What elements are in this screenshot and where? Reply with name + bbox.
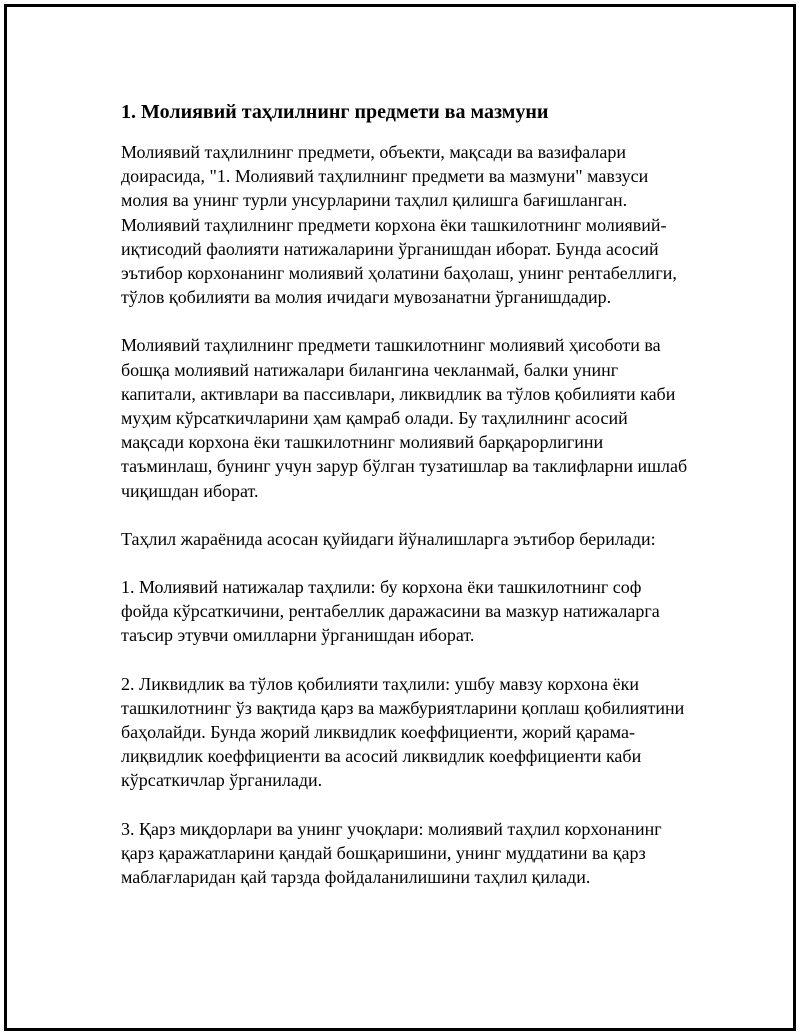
paragraph-directions-intro: Таҳлил жараёнида асосан қуйидаги йўналишларга эътибор берилади: (121, 528, 656, 549)
section-heading: 1. Молиявий таҳлилнинг предмети ва мазмуни (121, 101, 549, 123)
list-item-debt: 3. Қарз миқдорлари ва унинг учоқлари: молиявий таҳлил корхонанинг қарз қаражатларини қандай бошқаришини, унинг муддатини ва қарз маблағларидан қай тарзда фойдаланилишини таҳлил қилади. (121, 818, 662, 888)
list-item-financial-results: 1. Молиявий натижалар таҳлили: бу корхона ёки ташкилотнинг соф фойда кўрсаткичини, рентабеллик даражасини ва мазкур натижаларга таъсир этувчи омилларни ўрганишдан иборат. (121, 577, 660, 646)
paragraph-intro: Молиявий таҳлилнинг предмети, объекти, мақсади ва вазифалари доирасида, "1. Молиявий таҳлилнинг предмети ва мазмуни" мавзуси молия ва унинг турли унсурларини таҳлил қилишга бағишланган. Молиявий таҳлилнинг предмети корхона ёки ташкилотнинг молиявий-иқтисодий фаолияти натижаларини ўрганишдан иборат. Бунда асосий эътибор корхонанинг молиявий ҳолатини баҳолаш, унинг рентабеллиги, тўлов қобилияти ва молия ичидаги мувозанатни ўрганишдадир. (121, 142, 677, 308)
document-content (121, 98, 691, 913)
list-item-liquidity: 2. Ликвидлик ва тўлов қобилияти таҳлили: ушбу мавзу корхона ёки ташкилотнинг ўз вақтида қарз ва мажбуриятларини қоплаш қобилиятини баҳолайди. Бунда жорий ликвидлик коеффициенти, жорий қарама-лиқвидлик коеффициенти ва асосий ликвидлик коеффициенти каби кўрсаткичлар ўрганилади. (121, 673, 685, 791)
paragraph-scope: Молиявий таҳлилнинг предмети ташкилотнинг молиявий ҳисоботи ва бошқа молиявий натижалари билангина чекланмай, балки унинг капитали, активлари ва пассивлари, ликвидлик ва тўлов қобилияти каби муҳим кўрсаткичларини ҳам қамраб олади. Бу таҳлилнинг асосий мақсади корхона ёки ташкилотнинг молиявий барқарорлигини таъминлаш, бунинг учун зарур бўлган тузатишлар ва таклифларни ишлаб чиқишдан иборат. (121, 335, 688, 501)
document-page (4, 4, 796, 1031)
